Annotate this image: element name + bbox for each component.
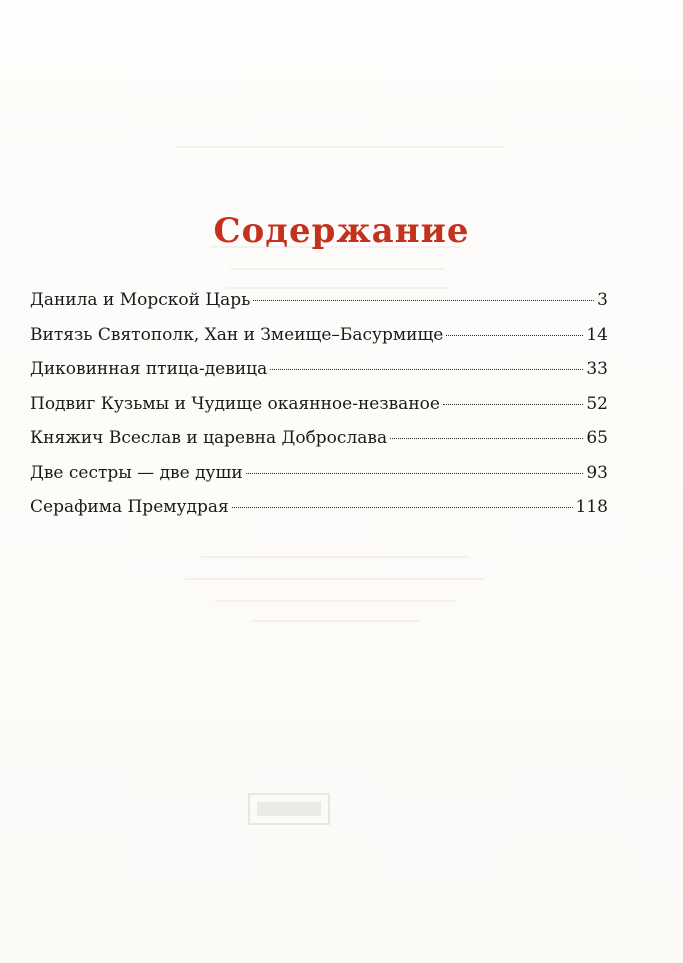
dot-leader [246, 473, 584, 474]
show-through-line [175, 146, 505, 148]
dot-leader [270, 369, 583, 370]
show-through-line [250, 620, 420, 622]
toc-entry-title: Серафима Премудрая [30, 497, 229, 517]
toc-entry[interactable] [30, 359, 608, 394]
toc-entry-page: 33 [586, 359, 608, 379]
show-through-logo [247, 790, 331, 828]
show-through-line [185, 578, 485, 580]
toc-entry-title: Данила и Морской Царь [30, 290, 251, 310]
toc-entry-title: Диковинная птица-девица [30, 359, 268, 379]
toc-entry[interactable] [30, 290, 608, 325]
toc-entry-title: Подвиг Кузьмы и Чудище окаянное-незваное [30, 393, 440, 414]
show-through-line [230, 268, 445, 270]
toc-entry-page: 52 [586, 393, 608, 414]
toc-entry-page: 65 [586, 428, 608, 448]
toc-entry[interactable] [30, 428, 608, 463]
toc-entry[interactable] [30, 463, 608, 498]
toc-entry-page: 3 [597, 290, 608, 310]
toc-entry-page: 93 [586, 462, 608, 483]
toc-entry-title: Две сестры — две души [30, 462, 243, 483]
dot-leader [390, 438, 583, 439]
toc-entry[interactable] [30, 497, 608, 532]
show-through-line [200, 556, 470, 558]
table-of-contents [30, 290, 608, 532]
toc-entry-title: Княжич Всеслав и царевна Доброслава [30, 428, 388, 448]
dot-leader [443, 404, 583, 405]
dot-leader [253, 300, 594, 301]
toc-entry-title: Витязь Святополк, Хан и Змеище–Басурмище [30, 324, 444, 345]
show-through-line [225, 287, 450, 289]
toc-entry[interactable] [30, 325, 608, 360]
dot-leader [446, 335, 583, 336]
toc-entry-page: 14 [586, 324, 608, 345]
dot-leader [232, 507, 573, 508]
toc-entry[interactable] [30, 394, 608, 429]
toc-entry-page: 118 [575, 497, 608, 517]
show-through-line [215, 600, 455, 602]
page-title: Содержание [213, 210, 470, 251]
